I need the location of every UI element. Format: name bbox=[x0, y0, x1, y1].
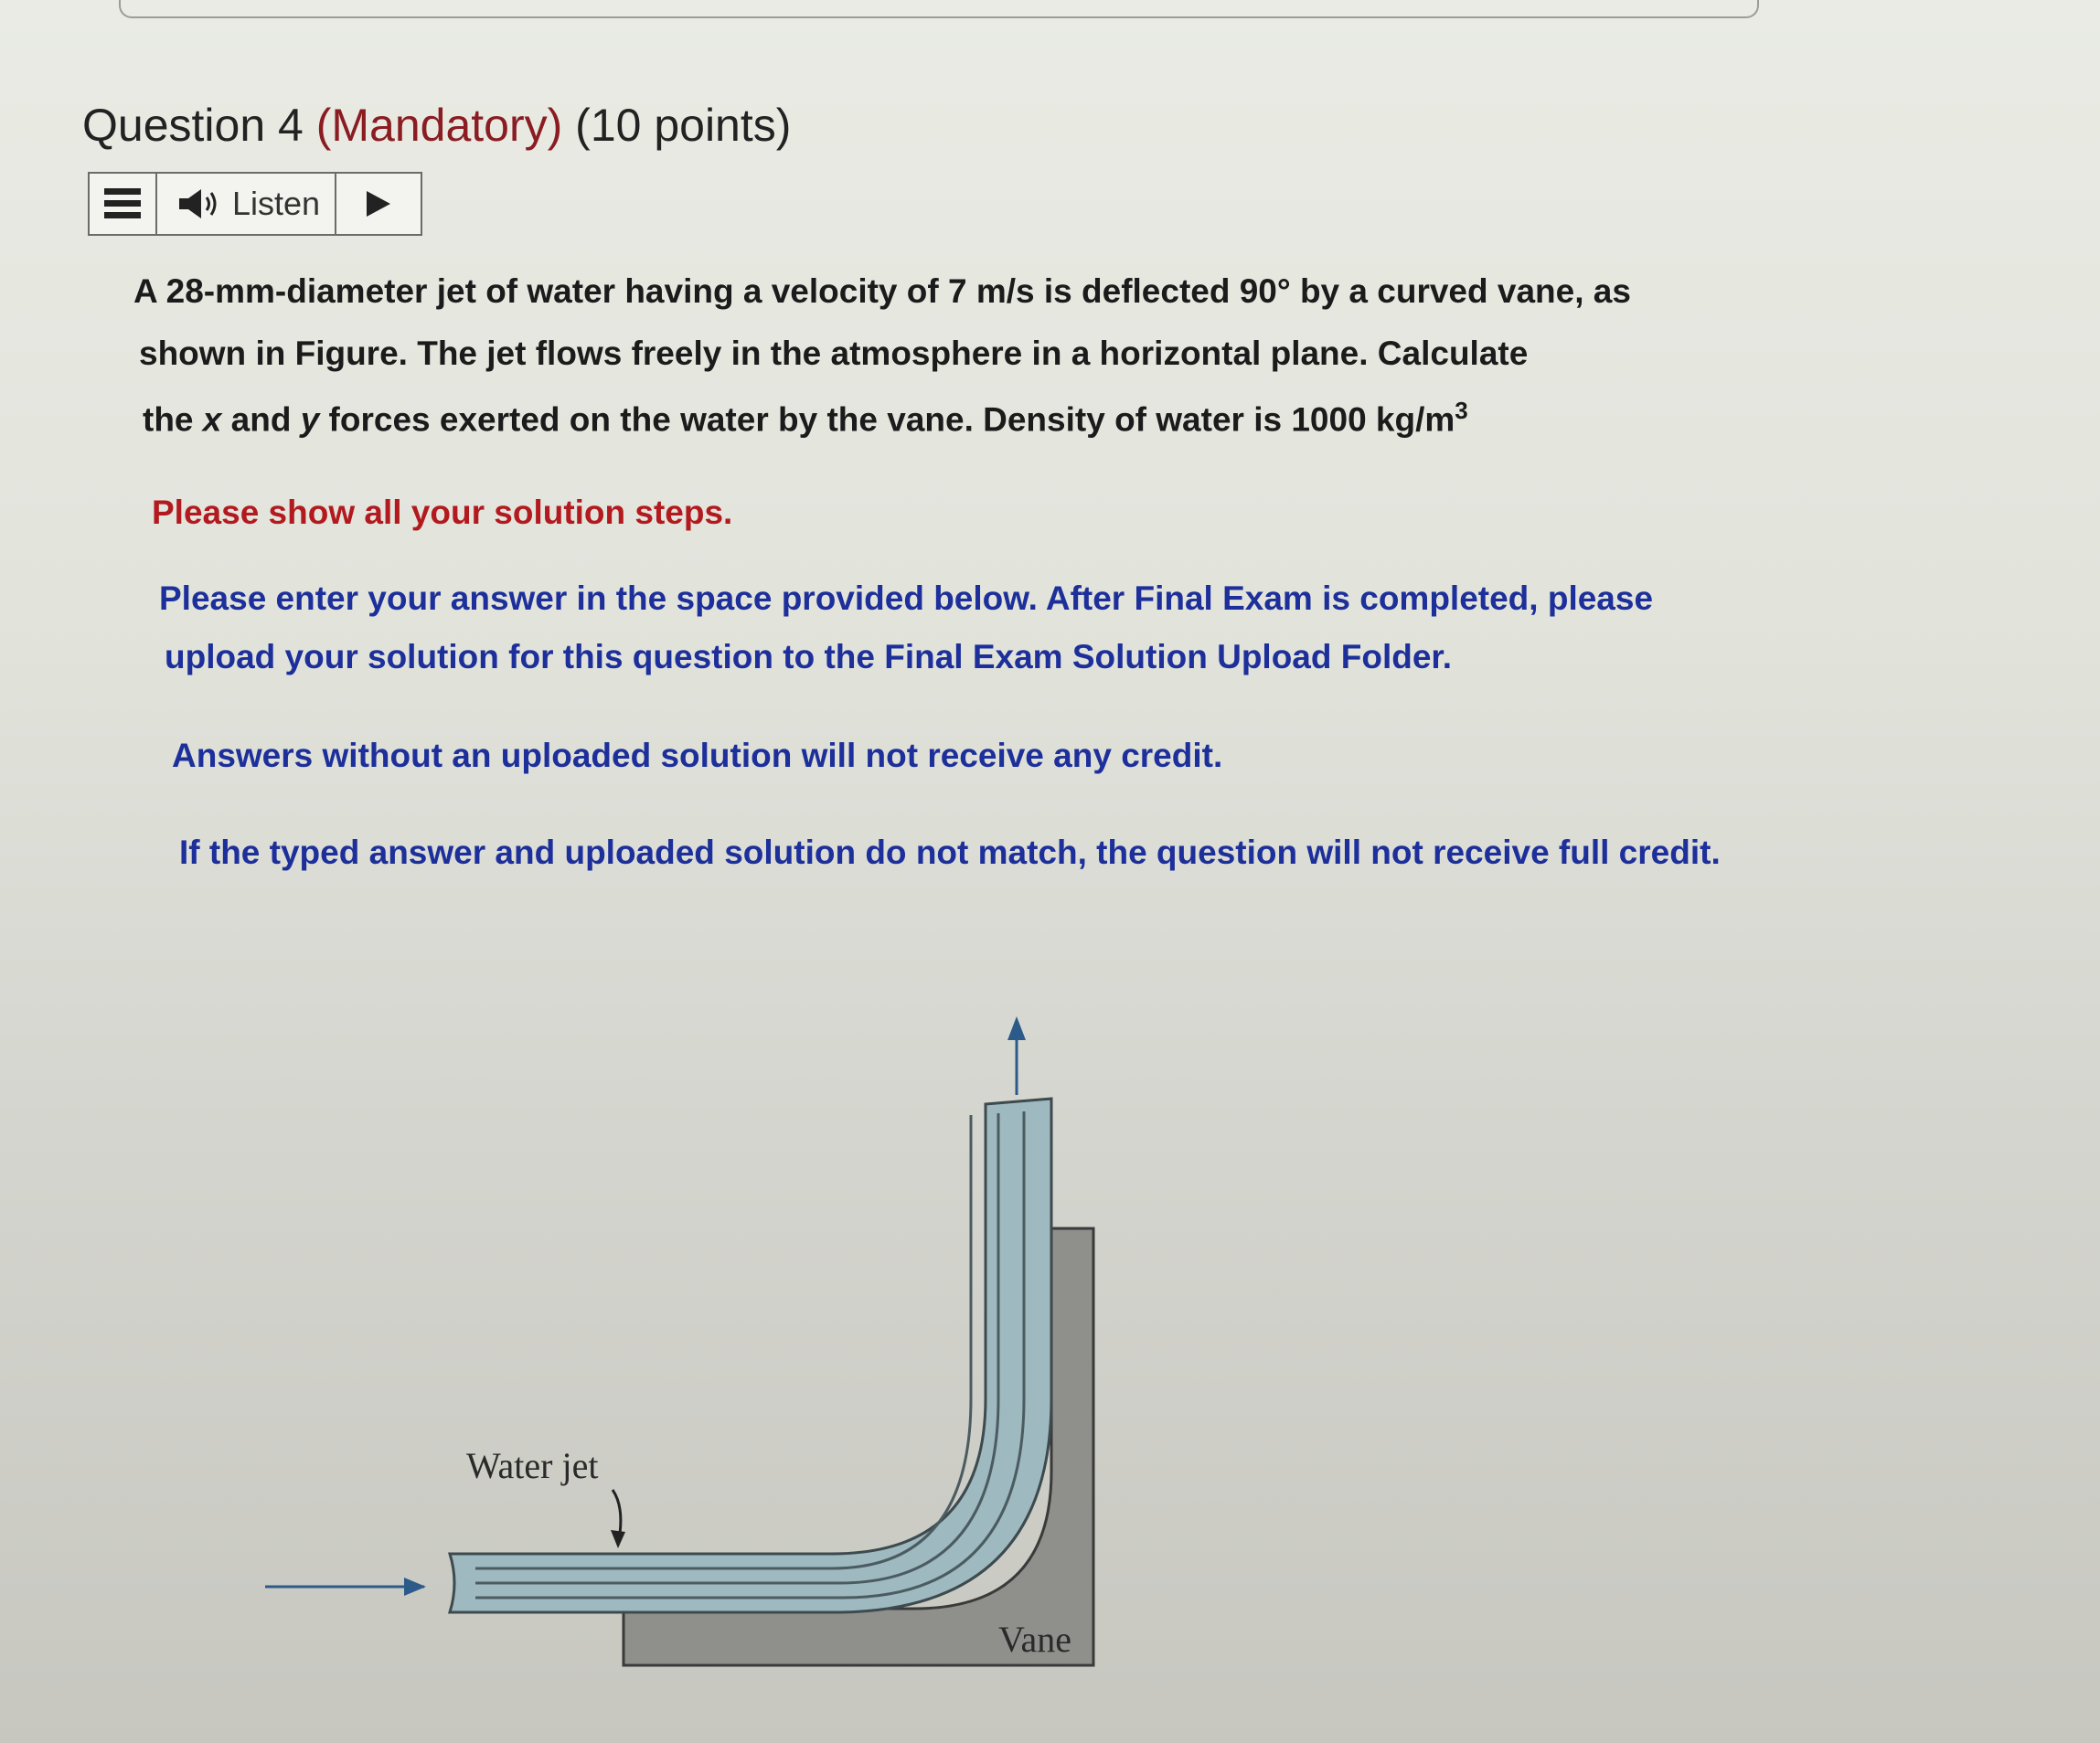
play-button[interactable] bbox=[336, 174, 421, 234]
no-credit-note: Answers without an uploaded solution will not receive any credit. bbox=[172, 737, 1223, 774]
superscript-3: 3 bbox=[1455, 397, 1468, 424]
answer-instruction-1: Please enter your answer in the space provided below. After Final Exam is completed, please bbox=[159, 579, 1654, 617]
vane-label: Vane bbox=[998, 1619, 1071, 1660]
show-steps-note: Please show all your solution steps. bbox=[152, 494, 733, 531]
question-number: Question 4 bbox=[82, 100, 304, 151]
previous-question-frame bbox=[119, 0, 1759, 18]
var-y: y bbox=[300, 400, 320, 439]
play-icon bbox=[365, 189, 392, 218]
problem-line-3-b: and bbox=[221, 400, 301, 439]
readspeaker-toolbar bbox=[88, 172, 422, 236]
outflow-arrow-icon bbox=[1007, 1016, 1026, 1040]
menu-icon bbox=[104, 187, 141, 220]
var-x: x bbox=[202, 400, 222, 439]
question-title bbox=[82, 99, 791, 152]
vane-figure bbox=[247, 996, 1125, 1691]
problem-line-3-c: forces exerted on the water by the vane. Density of water is 1000 kg/m bbox=[319, 400, 1455, 439]
inflow-arrow-icon bbox=[404, 1578, 426, 1596]
mismatch-note: If the typed answer and uploaded solution do not match, the question will not receive full credit. bbox=[179, 834, 1721, 871]
vane-diagram bbox=[247, 996, 1125, 1691]
menu-button[interactable] bbox=[90, 174, 157, 234]
speaker-icon bbox=[177, 187, 221, 220]
problem-line-3 bbox=[143, 397, 1752, 439]
mandatory-label: (Mandatory) bbox=[315, 100, 563, 151]
problem-line-2: shown in Figure. The jet flows freely in the atmosphere in a horizontal plane. Calculate bbox=[139, 335, 1529, 372]
problem-line-3-a: the bbox=[143, 400, 203, 439]
listen-label: Listen bbox=[232, 185, 321, 222]
listen-button[interactable] bbox=[157, 174, 336, 234]
points-label: (10 points) bbox=[575, 100, 792, 151]
problem-line-1: A 28-mm-diameter jet of water having a velocity of 7 m/s is deflected 90° by a curved vane, as bbox=[133, 272, 1631, 310]
answer-instruction-2: upload your solution for this question to the Final Exam Solution Upload Folder. bbox=[165, 638, 1453, 675]
water-jet-label: Water jet bbox=[466, 1445, 599, 1486]
